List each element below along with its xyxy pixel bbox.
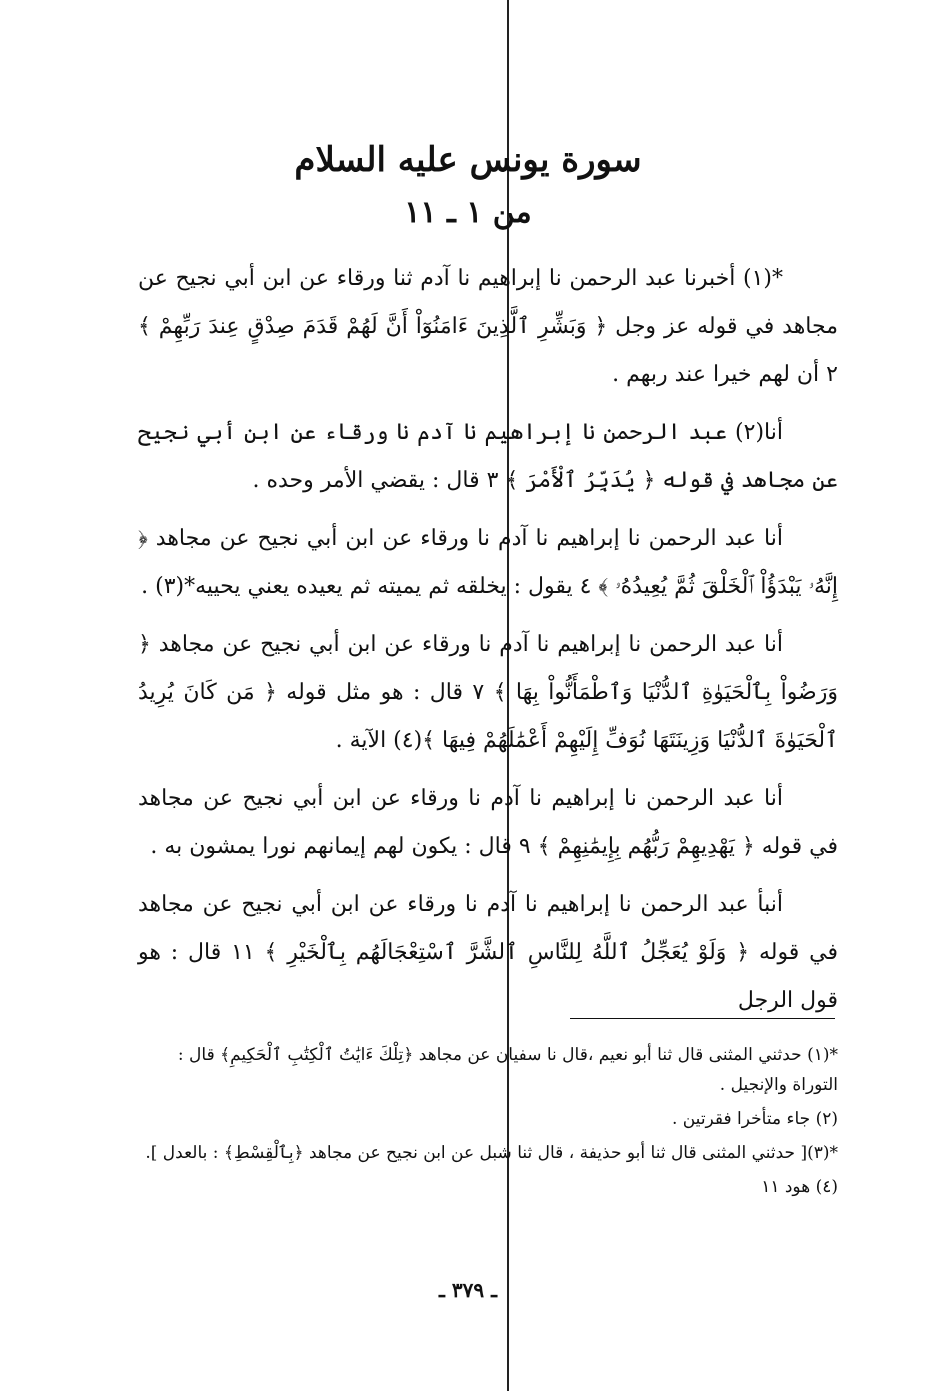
footnote: *(١) حدثني المثنى قال ثنا أبو نعيم ،قال نا سفيان عن مجاهد ﴿تِلْكَ ءَايَٰتُ ٱلْكِتَٰبِ ٱلْحَكِيمِ﴾ قال : التوراة والإنجيل . [177,1045,838,1095]
surah-title: سورة يونس عليه السلام [294,140,642,180]
paragraph: أنبأ عبد الرحمن نا إبراهيم نا آدم نا ورقاء عن ابن أبي نجيح عن مجاهد في قوله ﴿ وَلَوْ يُعَجِّلُ ٱللَّهُ لِلنَّاسِ ٱلشَّرَّ ٱسْتِعْجَالَهُم بِٱلْخَيْرِ ﴾ ١١ قال : هو قول الرجل [138,892,839,1013]
paragraph: *(١) أخبرنا عبد الرحمن نا إبراهيم نا آدم ثنا ورقاء عن ابن أبي نجيح عن مجاهد في قوله عز وجل ﴿ وَبَشِّرِ ٱلَّذِينَ ءَامَنُوٓاْ أَنَّ لَهُمْ قَدَمَ صِدْقٍ عِندَ رَبِّهِمْ ﴾ ٢ أن لهم خيرا عند ربهم . [138,266,838,387]
footnotes [138,1040,838,1206]
main-text [138,255,838,1035]
page-number: ـ ٣٧٩ ـ [439,1278,497,1302]
footnote-separator [570,1018,835,1019]
paragraph: أنا عبد الرحمن نا إبراهيم نا آدم نا ورقاء عن ابن أبي نجيح عن مجاهد في قوله ﴿ يَهْدِيهِمْ رَبُّهُم بِإِيمَٰنِهِمْ ﴾ ٩ قال : يكون لهم إيمانهم نورا يمشون به . [138,786,838,859]
paragraph: أنا(٢) عبد الرحمن نا إبراهيم نا آدم نا ورقاء عن ابن أبي نجيح عن مجاهد في قوله ﴿ يُدَبِّرُ ٱلْأَمْرَ ﴾ ٣ قال : يقضي الأمر وحده . [138,420,838,493]
footnote: (٤) هود ١١ [761,1177,838,1197]
footnote: (٢) جاء متأخرا فقرتين . [671,1109,838,1129]
footnote: *(٣)[ حدثني المثنى قال ثنا أبو حذيفة ، قال ثنا شبل عن ابن نجيح عن مجاهد ﴿بِٱلْقِسْطِ﴾ : بالعدل ]. [145,1143,838,1163]
paragraph: أنا عبد الرحمن نا إبراهيم نا آدم نا ورقاء عن ابن أبي نجيح عن مجاهد ﴿ إِنَّهُۥ يَبْدَؤُاْ ٱلْخَلْقَ ثُمَّ يُعِيدُهُۥ ﴾ ٤ يقول : يخلقه ثم يميته ثم يعيده يعني يحييه*(٣) . [138,526,838,599]
paragraph: أنا عبد الرحمن نا إبراهيم نا آدم نا ورقاء عن ابن أبي نجيح عن مجاهد ﴿ وَرَضُواْ بِٱلْحَيَوٰةِ ٱلدُّنْيَا وَٱطْمَأَنُّواْ بِهَا ﴾ ٧ قال : هو مثل قوله ﴿ مَن كَانَ يُرِيدُ ٱلْحَيَوٰةَ ٱلدُّنْيَا وَزِينَتَهَا نُوَفِّ إِلَيْهِمْ أَعْمَٰلَهُمْ فِيهَا ﴾(٤) الآية . [138,632,838,753]
verse-range: من ١ ـ ١١ [404,195,532,230]
